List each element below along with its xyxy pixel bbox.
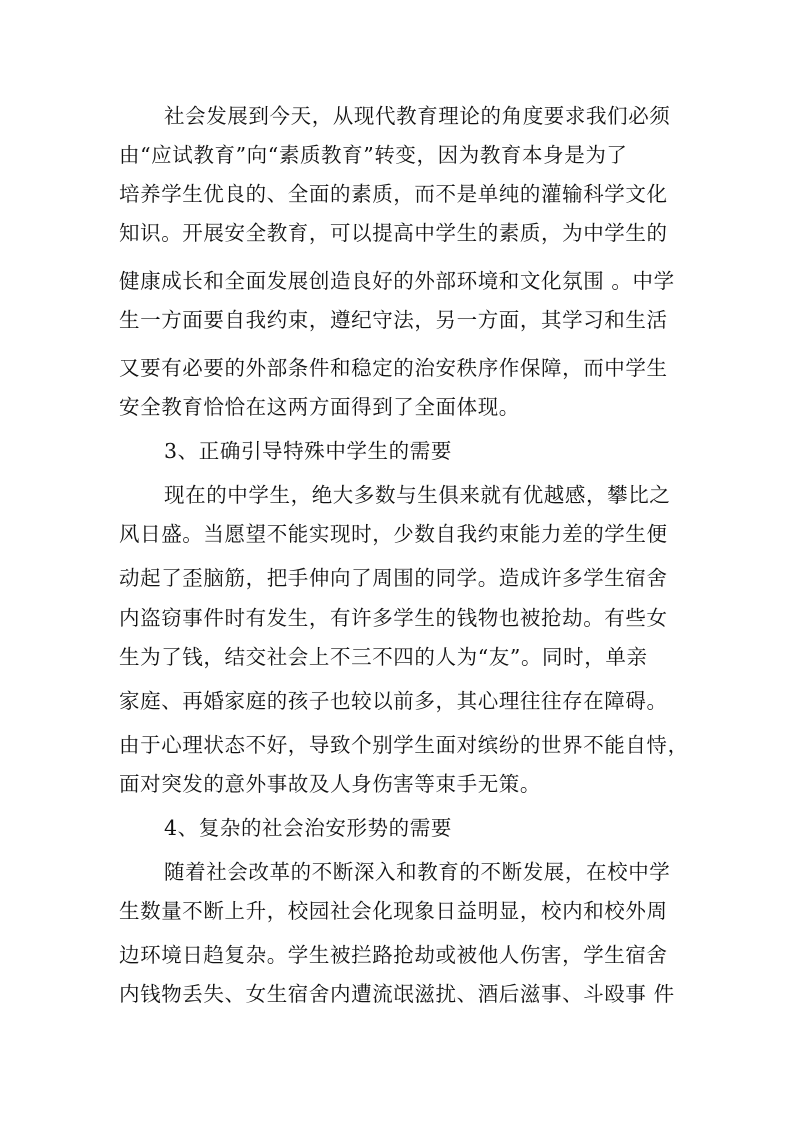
paragraph-line: 随着社会改革的不断深入和教育的不断发展，在校中学 bbox=[164, 860, 671, 884]
section-heading: 3、正确引导特殊中学生的需要 bbox=[164, 439, 452, 463]
paragraph-line: 由“应试教育”向“素质教育”转变，因为教育本身是为了 bbox=[119, 143, 628, 167]
paragraph-line: 动起了歪脑筋，把手伸向了周围的同学。造成许多学生宿舍 bbox=[119, 566, 668, 590]
paragraph-line: 安全教育恰恰在这两方面得到了全面体现。 bbox=[119, 395, 520, 419]
paragraph-line: 边环境日趋复杂。学生被拦路抢劫或被他人伤害，学生宿舍 bbox=[119, 943, 668, 967]
paragraph-line: 内盗窃事件时有发生，有许多学生的钱物也被抢劫。有些女 bbox=[119, 606, 668, 630]
paragraph-line: 生一方面要自我约束，遵纪守法，另一方面，其学习和生活 bbox=[119, 308, 668, 332]
section-heading: 4、复杂的社会治安形势的需要 bbox=[164, 816, 452, 840]
paragraph-line: 面对突发的意外事故及人身伤害等束手无策。 bbox=[119, 772, 541, 796]
paragraph-line: 内钱物丢失、女生宿舍内遭流氓滋扰、酒后滋事、斗殴事 件 bbox=[119, 982, 675, 1006]
paragraph-line: 又要有必要的外部条件和稳定的治安秩序作保障，而中学生 bbox=[119, 356, 668, 380]
paragraph-line: 培养学生优良的、全面的素质，而不是单纯的灌输科学文化 bbox=[119, 182, 668, 206]
paragraph-line: 家庭、再婚家庭的孩子也较以前多，其心理往往存在障碍。 bbox=[119, 689, 668, 713]
paragraph-line: 生数量不断上升，校园社会化现象日益明显，校内和校外周 bbox=[119, 899, 668, 923]
paragraph-line: 风日盛。当愿望不能实现时，少数自我约束能力差的学生便 bbox=[119, 522, 668, 546]
paragraph-line: 知识。开展安全教育，可以提高中学生的素质，为中学生的 bbox=[119, 221, 668, 245]
paragraph-line: 现在的中学生，绝大多数与生俱来就有优越感，攀比之 bbox=[164, 483, 671, 507]
paragraph-line: 社会发展到今天，从现代教育理论的角度要求我们必须 bbox=[164, 104, 671, 128]
paragraph-line: 健康成长和全面发展创造良好的外部环境和文化氛围 。中学 bbox=[119, 269, 675, 293]
paragraph-line: 生为了钱，结交社会上不三不四的人为“友”。同时，单亲 bbox=[119, 645, 648, 669]
paragraph-line: 由于心理状态不好，导致个别学生面对缤纷的世界不能自恃， bbox=[119, 733, 689, 757]
